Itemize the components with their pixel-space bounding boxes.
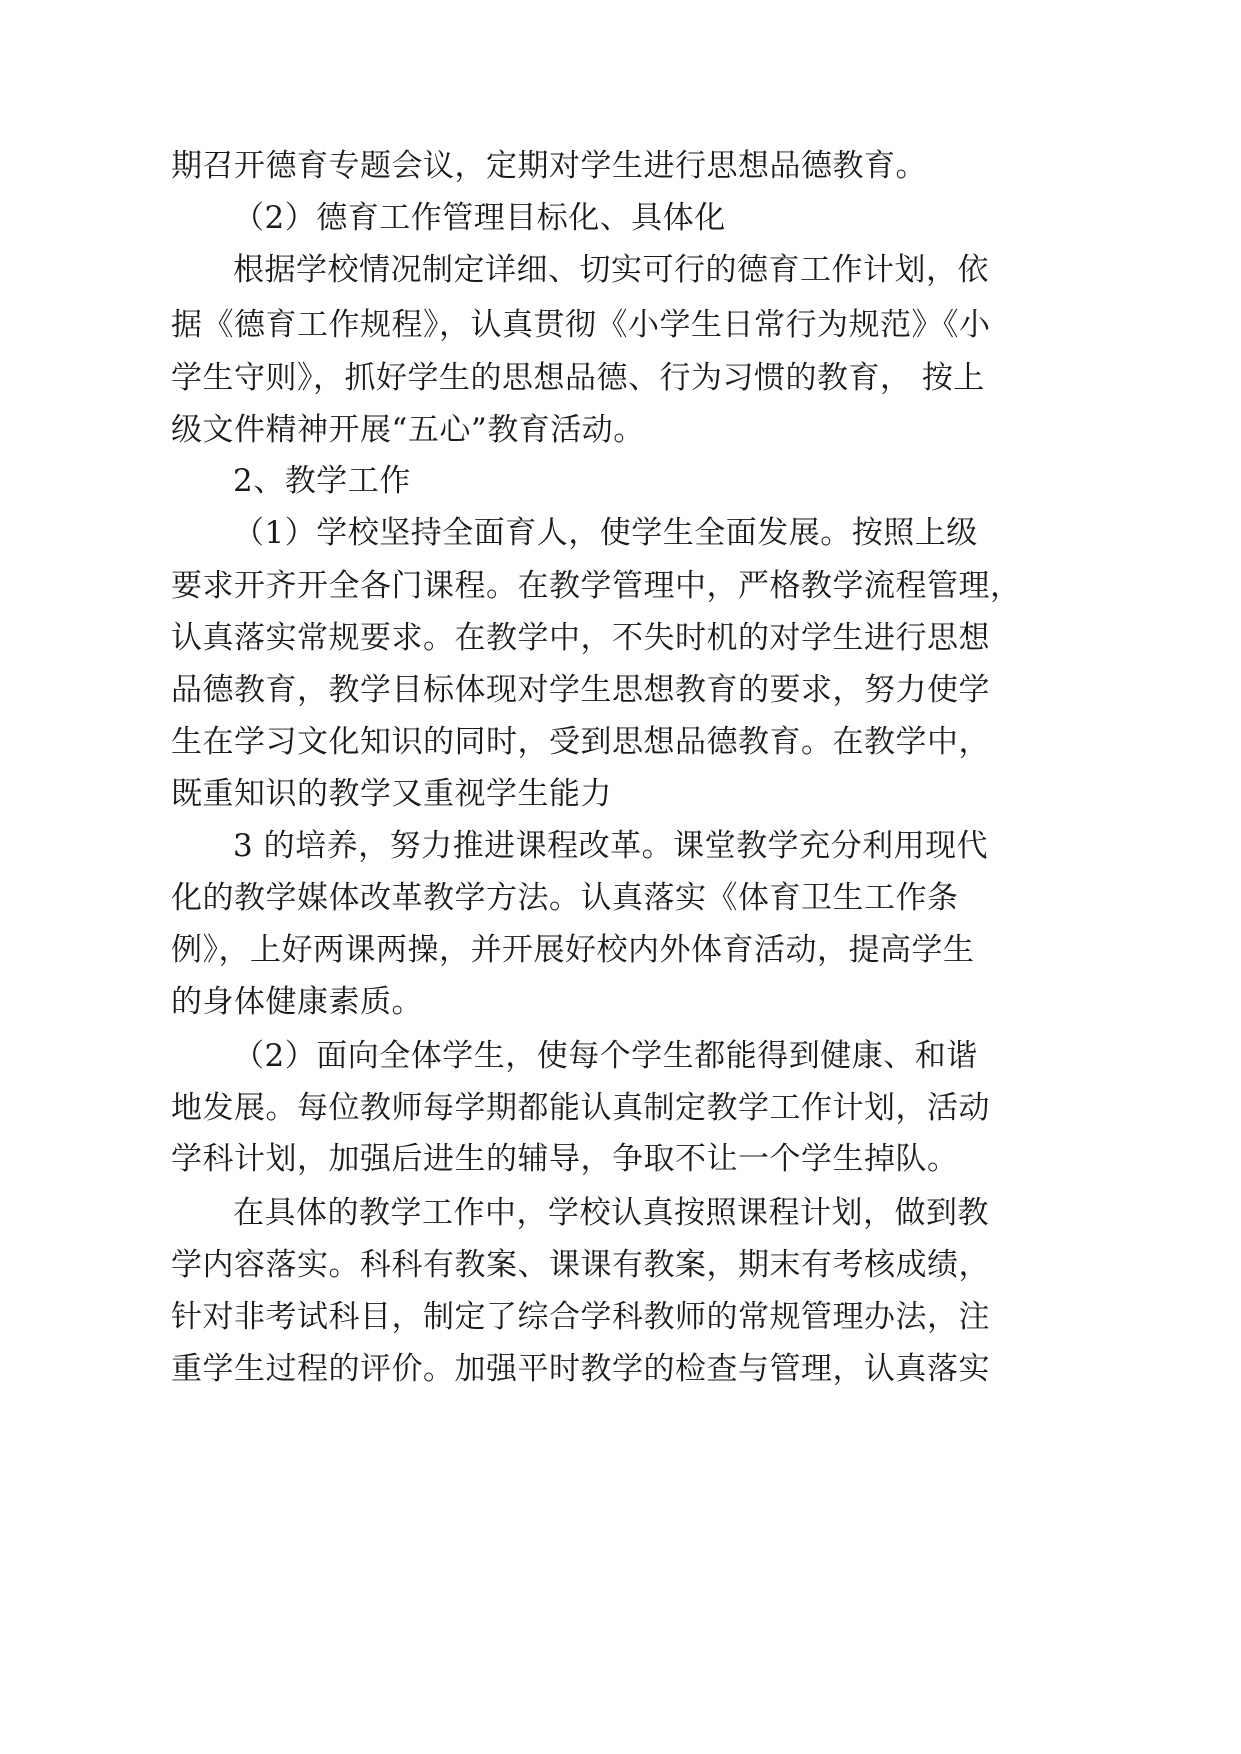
text-line: 学内容落实。科科有教案、课课有教案，期末有考核成绩， — [171, 1247, 990, 1283]
text-line: 级文件精神开展“五心”教育活动。 — [171, 412, 645, 448]
text-line: 化的教学媒体改革教学方法。认真落实《体育卫生工作条 — [171, 880, 959, 916]
text-line: 据《德育工作规程》，认真贯彻《小学生日常行为规范》《小 — [171, 307, 991, 343]
text-line: 在具体的教学工作中，学校认真按照课程计划，做到教 — [233, 1195, 989, 1231]
text-line: 生在学习文化知识的同时，受到思想品德教育。在教学中， — [171, 724, 990, 760]
text-line: 的身体健康素质。 — [171, 984, 423, 1020]
text-line: 期召开德育专题会议，定期对学生进行思想品德教育。 — [171, 148, 927, 184]
text-line: 针对非考试科目，制定了综合学科教师的常规管理办法，注 — [171, 1299, 990, 1335]
text-line: 要求开齐开全各门课程。在教学管理中，严格教学流程管理， — [171, 568, 1022, 604]
text-line: 认真落实常规要求。在教学中，不失时机的对学生进行思想 — [171, 620, 990, 656]
text-line: 学科计划，加强后进生的辅导，争取不让一个学生掉队。 — [171, 1141, 959, 1177]
text-line: （2）面向全体学生，使每个学生都能得到健康、和谐 — [233, 1038, 978, 1074]
text-line: 根据学校情况制定详细、切实可行的德育工作计划，依 — [233, 252, 989, 288]
text-line: 重学生过程的评价。加强平时教学的检查与管理，认真落实 — [171, 1351, 990, 1387]
text-line: 例》，上好两课两操，并开展好校内外体育活动，提高学生 — [171, 932, 975, 968]
text-line: 品德教育，教学目标体现对学生思想教育的要求，努力使学 — [171, 672, 990, 708]
text-line: 学生守则》，抓好学生的思想品德、行为习惯的教育， 按上 — [171, 360, 985, 396]
text-line: 3 的培养，努力推进课程改革。课堂教学充分利用现代 — [233, 828, 989, 864]
text-line: 地发展。每位教师每学期都能认真制定教学工作计划，活动 — [171, 1090, 990, 1126]
text-line: 既重知识的教学又重视学生能力 — [171, 776, 612, 812]
subheading-line: （2）德育工作管理目标化、具体化 — [233, 200, 726, 236]
section-heading: 2、教学工作 — [233, 463, 411, 499]
text-line: （1）学校坚持全面育人，使学生全面发展。按照上级 — [233, 515, 978, 551]
